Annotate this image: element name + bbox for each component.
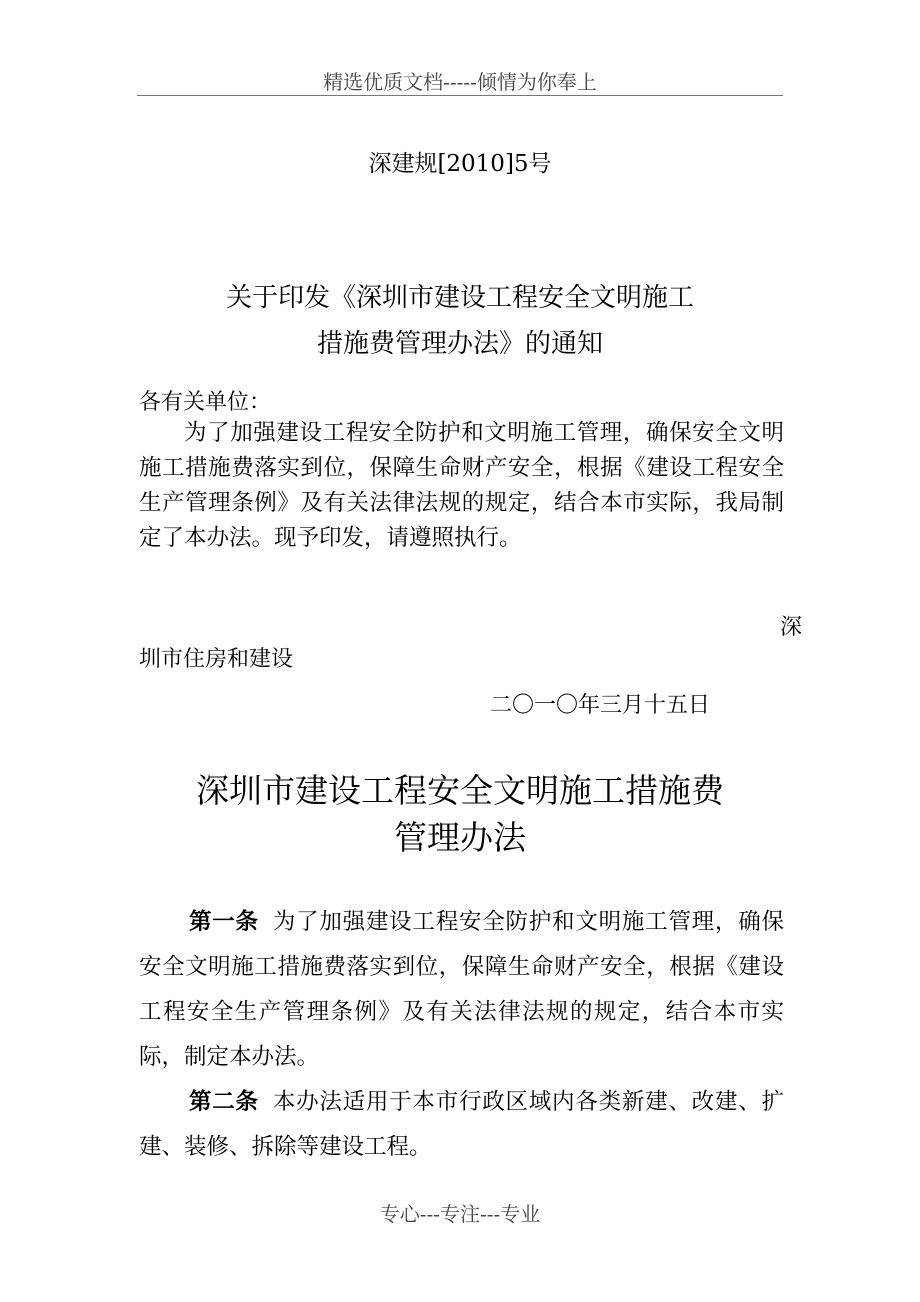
notice-title-line-1: 关于印发《深圳市建设工程安全文明施工 (225, 283, 694, 313)
regulation-title-line-2: 管理办法 (394, 818, 526, 857)
article-1 (139, 900, 784, 1080)
notice-body-paragraph: 为了加强建设工程安全防护和文明施工管理，确保安全文明施工措施费落实到位，保障生命财产安全，根据《建设工程安全生产管理条例》及有关法律法规的规定，结合本市实际，我局制定了本办法。现予印发，请遵照执行。 (139, 420, 784, 551)
salutation: 各有关单位： (139, 390, 272, 415)
running-header: 精选优质文档-----倾情为你奉上 (323, 70, 597, 94)
regulation-title-line-1: 深圳市建设工程安全文明施工措施费 (196, 771, 724, 810)
issue-date: 二〇一〇年三月十五日 (490, 693, 711, 718)
article-2-number: 第二条 (189, 1089, 259, 1115)
issuer-line-1: 深 (780, 615, 803, 640)
notice-title-line-2: 措施费管理办法》的通知 (316, 329, 603, 359)
article-1-text: 为了加强建设工程安全防护和文明施工管理，确保安全文明施工措施费落实到位，保障生命财产安全，根据《建设工程安全生产管理条例》及有关法律法规的规定，结合本市实际，制定本办法。 (139, 909, 784, 1070)
issuer-line-2: 圳市住房和建设 (139, 647, 294, 672)
article-1-number: 第一条 (189, 909, 259, 935)
article-2 (139, 1080, 784, 1170)
page-footer: 专心---专注---专业 (379, 1202, 541, 1226)
header-divider (137, 95, 783, 96)
article-2-text: 本办法适用于本市行政区域内各类新建、改建、扩建、装修、拆除等建设工程。 (139, 1089, 784, 1160)
document-number: 深建规[2010]5号 (368, 151, 552, 177)
